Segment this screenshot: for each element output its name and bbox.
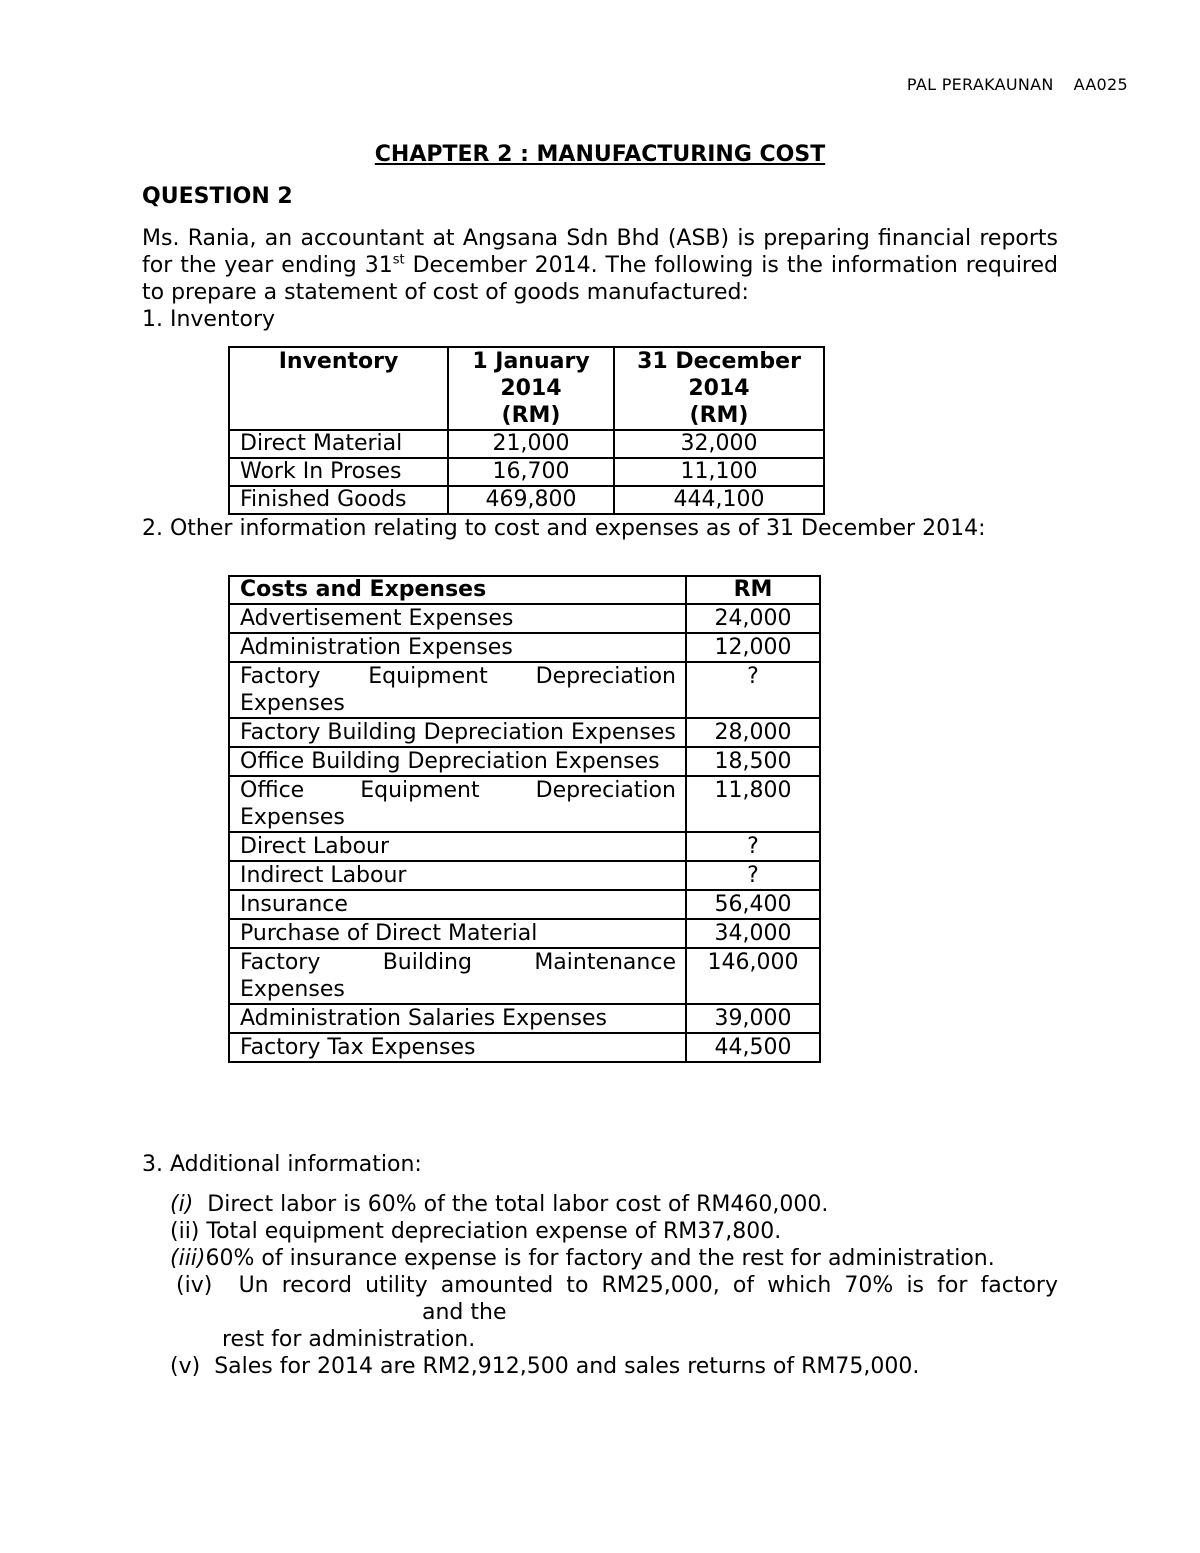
table-row: [229, 662, 820, 718]
cost-label: Insurance: [229, 890, 686, 919]
list-item: [142, 1245, 1058, 1272]
inventory-table: [228, 346, 825, 515]
cost-amount: 34,000: [686, 919, 820, 948]
cost-amount: 56,400: [686, 890, 820, 919]
item-text: Un record utility amounted to RM25,000, of which 70% is for factory: [238, 1273, 1058, 1298]
header-course: PAL PERAKAUNAN: [906, 75, 1054, 94]
table-row: [229, 458, 824, 486]
costs-header-row: [229, 576, 820, 604]
intro-text-1: Ms. Rania, an accountant at Angsana Sdn Bhd (ASB) is preparing financial reports for the year ending 31: [142, 226, 1058, 278]
chapter-title: CHAPTER 2 : MANUFACTURING COST: [374, 142, 826, 167]
table-row: [229, 430, 824, 458]
cost-label: Factory Building Maintenance Expenses: [229, 948, 686, 1004]
inventory-col-dec: 31 December 2014 (RM): [614, 347, 824, 430]
inventory-jan-value: 469,800: [448, 486, 614, 514]
cost-label: Factory Equipment Depreciation Expenses: [229, 662, 686, 718]
cost-label: Factory Tax Expenses: [229, 1033, 686, 1062]
inventory-header-row: [229, 347, 824, 430]
inventory-dec-value: 11,100: [614, 458, 824, 486]
intro-paragraph: [142, 225, 1058, 306]
table-row: [229, 919, 820, 948]
list-item: [142, 1191, 1058, 1218]
item-marker: (iii): [170, 1246, 206, 1271]
cost-label: Advertisement Expenses: [229, 604, 686, 633]
inventory-jan-value: 21,000: [448, 430, 614, 458]
header-code: AA025: [1073, 75, 1128, 94]
list-item-continuation: rest for administration.: [222, 1327, 476, 1352]
item-marker: (iv): [176, 1273, 213, 1298]
item-marker: (v): [170, 1354, 201, 1379]
cost-label: Administration Expenses: [229, 633, 686, 662]
inventory-dec-value: 32,000: [614, 430, 824, 458]
cost-label: Purchase of Direct Material: [229, 919, 686, 948]
inventory-col-jan: 1 January 2014 (RM): [448, 347, 614, 430]
table-row: [229, 948, 820, 1004]
cost-amount: ?: [686, 662, 820, 718]
question-heading: QUESTION 2: [142, 184, 293, 209]
table-row: [229, 604, 820, 633]
additional-info-list: [142, 1191, 1058, 1380]
table-row: [229, 486, 824, 514]
inventory-dec-value: 444,100: [614, 486, 824, 514]
cost-amount: 28,000: [686, 718, 820, 747]
costs-table: [228, 575, 821, 1063]
cost-amount: 44,500: [686, 1033, 820, 1062]
cost-amount: 146,000: [686, 948, 820, 1004]
intro-sup: st: [392, 252, 405, 268]
table-row: [229, 633, 820, 662]
table-row: [229, 832, 820, 861]
inventory-label: Direct Material: [229, 430, 448, 458]
cost-label: Office Equipment Depreciation Expenses: [229, 776, 686, 832]
costs-col-amount: RM: [686, 576, 820, 604]
table-row: [229, 747, 820, 776]
table-row: [229, 861, 820, 890]
cost-amount: ?: [686, 832, 820, 861]
table-row: [229, 718, 820, 747]
section-3-heading: 3. Additional information:: [142, 1152, 422, 1177]
inventory-col-label: Inventory: [229, 347, 448, 430]
table-row: [229, 776, 820, 832]
item-text: Total equipment depreciation expense of RM37,800.: [206, 1219, 782, 1244]
cost-label: Direct Labour: [229, 832, 686, 861]
page-header: [907, 75, 1128, 94]
costs-col-label: Costs and Expenses: [229, 576, 686, 604]
cost-amount: 24,000: [686, 604, 820, 633]
cost-label: Factory Building Depreciation Expenses: [229, 718, 686, 747]
item-text: 60% of insurance expense is for factory and the rest for administration.: [205, 1246, 995, 1271]
table-row: [229, 1033, 820, 1062]
cost-label: Administration Salaries Expenses: [229, 1004, 686, 1033]
table-row: [229, 890, 820, 919]
item-text: Sales for 2014 are RM2,912,500 and sales returns of RM75,000.: [214, 1354, 920, 1379]
item-marker: (ii): [170, 1219, 200, 1244]
list-item-continuation: and the: [422, 1300, 507, 1325]
cost-amount: 12,000: [686, 633, 820, 662]
item-text: Direct labor is 60% of the total labor cost of RM460,000.: [207, 1192, 829, 1217]
inventory-label: Finished Goods: [229, 486, 448, 514]
cost-amount: 18,500: [686, 747, 820, 776]
cost-amount: ?: [686, 861, 820, 890]
section-1-heading: 1. Inventory: [142, 307, 276, 332]
cost-amount: 39,000: [686, 1004, 820, 1033]
cost-amount: 11,800: [686, 776, 820, 832]
list-item: [142, 1272, 1058, 1299]
table-row: [229, 1004, 820, 1033]
item-marker: (i): [170, 1192, 194, 1217]
list-item: [142, 1218, 1058, 1245]
cost-label: Indirect Labour: [229, 861, 686, 890]
inventory-label: Work In Proses: [229, 458, 448, 486]
list-item: [142, 1353, 1058, 1380]
inventory-jan-value: 16,700: [448, 458, 614, 486]
cost-label: Office Building Depreciation Expenses: [229, 747, 686, 776]
section-2-heading: 2. Other information relating to cost and expenses as of 31 December 2014:: [142, 516, 986, 541]
intro-text-2: December 2014. The following is the information required to prepare a statement of cost of goods manufactured:: [142, 253, 1058, 305]
